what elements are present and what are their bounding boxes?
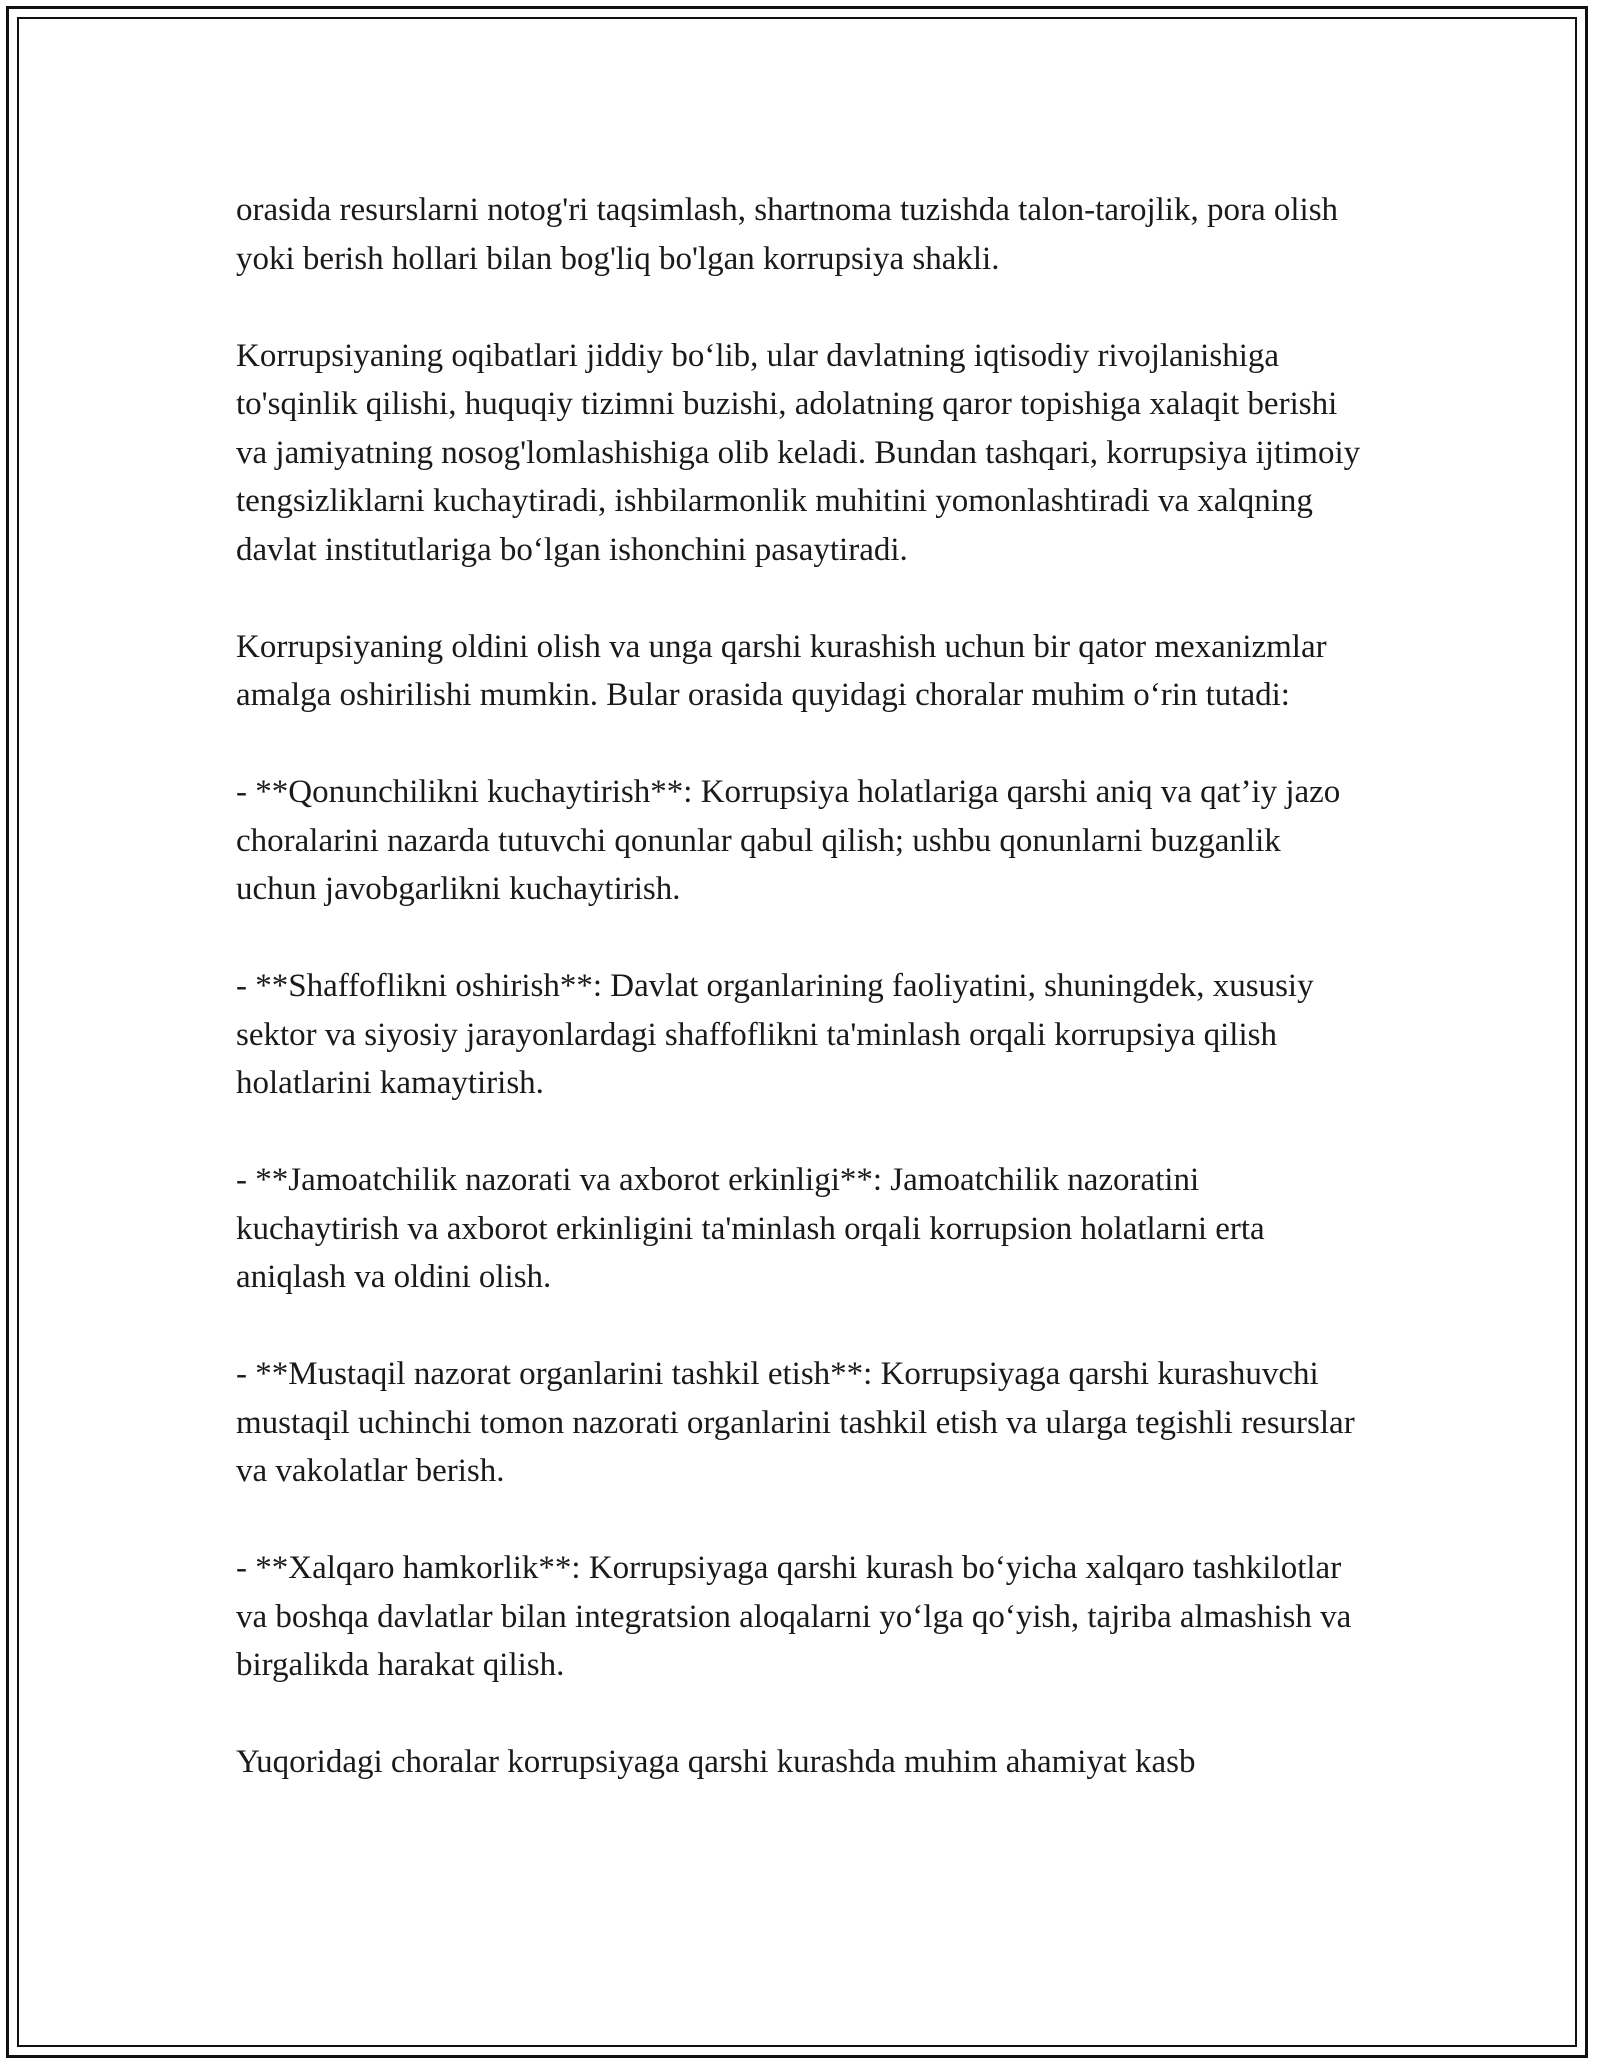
list-item-international-cooperation: - **Xalqaro hamkorlik**: Korrupsiyaga qarshi kurash bo‘yicha xalqaro tashkilotlar va boshqa davlatlar bilan integratsion aloqalarni yo‘lga qo‘yish, tajriba almashish va birgalikda harakat qilish.: [236, 1550, 1352, 1683]
list-item-independent-bodies: - **Mustaqil nazorat organlarini tashkil etish**: Korrupsiyaga qarshi kurashuvchi mustaqil uchinchi tomon nazorati organlarini tashkil etish va ularga tegishli resurslar va vakolatlar berish.: [236, 1356, 1355, 1489]
paragraph-conclusion: Yuqoridagi choralar korrupsiyaga qarshi kurashda muhim ahamiyat kasb: [236, 1744, 1196, 1780]
list-item-legislation: - **Qonunchilikni kuchaytirish**: Korrupsiya holatlariga qarshi aniq va qat’iy jazo choralarini nazarda tutuvchi qonunlar qabul qilish; ushbu qonunlarni buzganlik uchun javobgarlikni kuchaytirish.: [236, 774, 1341, 907]
paragraph-corruption-form: orasida resurslarni notog'ri taqsimlash, shartnoma tuzishda talon-tarojlik, pora olish yoki berish hollari bilan bog'liq bo'lgan korrupsiya shakli.: [236, 192, 1339, 277]
paragraph-consequences: Korrupsiyaning oqibatlari jiddiy bo‘lib, ular davlatning iqtisodiy rivojlanishiga to'sqinlik qilishi, huquqiy tizimni buzishi, adolatning qaror topishiga xalaqit berishi va jamiyatning nosog'lomlashishiga olib keladi. Bundan tashqari, korrupsiya ijtimoiy tengsizliklarni kuchaytiradi, ishbilarmonlik muhitini yomonlashtiradi va xalqning davlat institutlariga bo‘lgan ishonchini pasaytiradi.: [236, 337, 1361, 568]
paragraph-mechanisms-intro: Korrupsiyaning oldini olish va unga qarshi kurashish uchun bir qator mexanizmlar amalga oshirilishi mumkin. Bular orasida quyidagi choralar muhim o‘rin tutadi:: [236, 628, 1327, 713]
list-item-transparency: - **Shaffoflikni oshirish**: Davlat organlarining faoliyatini, shuningdek, xususiy sektor va siyosiy jarayonlardagi shaffoflikni ta'minlash orqali korrupsiya qilish holatlarini kamaytirish.: [236, 968, 1314, 1101]
document-body: [236, 186, 1366, 1787]
list-item-public-control: - **Jamoatchilik nazorati va axborot erkinligi**: Jamoatchilik nazoratini kuchaytirish va axborot erkinligini ta'minlash orqali korrupsion holatlarni erta aniqlash va oldini olish.: [236, 1162, 1265, 1295]
